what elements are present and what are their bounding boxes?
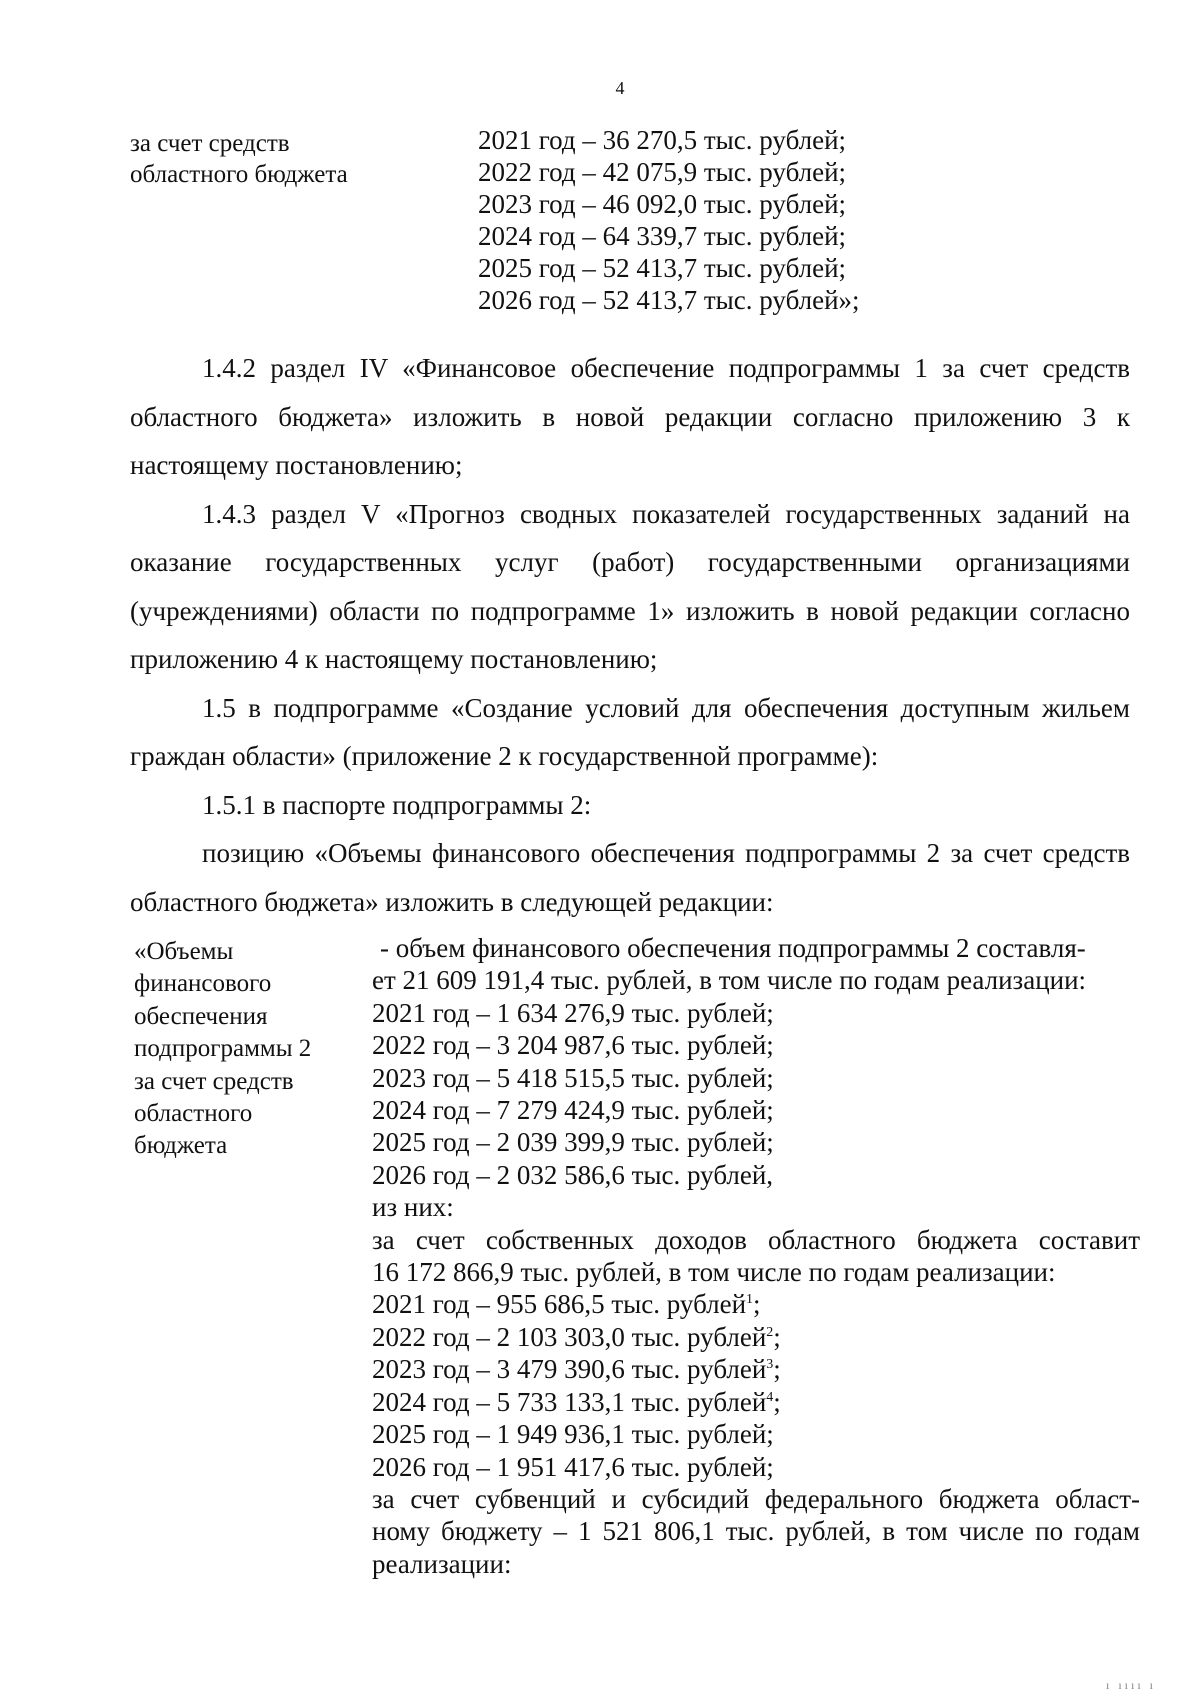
own-year-line xyxy=(372,1353,1140,1385)
total-year-line: 2024 год – 7 279 424,9 тыс. рублей; xyxy=(372,1095,774,1126)
own-year-end: ; xyxy=(753,1289,761,1320)
own-year-line xyxy=(372,1288,1140,1320)
paragraph-1-5: 1.5 в подпрограмме «Создание условий для обеспечения доступным жильем граждан области» (приложение 2 к государственной программе): xyxy=(130,692,1130,771)
year-line: 2024 год – 64 339,7 тыс. рублей; xyxy=(478,221,847,251)
federal-line: реализации: xyxy=(372,1548,512,1579)
own-year-line xyxy=(372,1451,1140,1483)
funding-table-values xyxy=(372,932,1140,1580)
own-year-text: 2022 год – 2 103 303,0 тыс. рублей xyxy=(372,1321,767,1352)
scan-artifact: ı ıııı ı xyxy=(1105,1678,1156,1692)
own-year-text: 2026 год – 1 951 417,6 тыс. рублей; xyxy=(372,1451,774,1482)
table-label-line: «Объемы xyxy=(134,938,234,965)
own-year-line xyxy=(372,1418,1140,1450)
footnote-ref: 1 xyxy=(746,1292,754,1308)
intro-line: ет 21 609 191,4 тыс. рублей, в том числе по годам реализации: xyxy=(372,965,1087,996)
paragraph-position: позицию «Объемы финансового обеспечения подпрограммы 2 за счет средств областного бюджета» изложить в следующей редакции: xyxy=(130,838,1130,917)
own-year-end: ; xyxy=(773,1386,781,1417)
top-funding-years xyxy=(478,124,860,316)
own-revenue-line: за счет собственных доходов областного бюджета составит xyxy=(372,1224,1140,1255)
top-label-line: областного бюджета xyxy=(130,161,348,188)
year-line: 2021 год – 36 270,5 тыс. рублей; xyxy=(478,125,847,155)
of-which-line: из них: xyxy=(372,1192,454,1223)
funding-table-label xyxy=(134,936,311,1163)
footnote-ref: 4 xyxy=(766,1389,774,1405)
paragraph-1-5-1: 1.5.1 в паспорте подпрограммы 2: xyxy=(202,789,592,820)
paragraph-1-4-2: 1.4.2 раздел IV «Финансовое обеспечение подпрограммы 1 за счет средств областного бюджета» изложить в новой редакции согласно приложению 3 к настоящему постановлению; xyxy=(130,353,1130,480)
year-line: 2026 год – 52 413,7 тыс. рублей»; xyxy=(478,285,860,315)
intro-line: - объем финансового обеспечения подпрограммы 2 составля- xyxy=(380,933,1086,963)
table-label-line: бюджета xyxy=(134,1132,228,1160)
own-year-text: 2023 год – 3 479 390,6 тыс. рублей xyxy=(372,1354,767,1385)
own-year-line xyxy=(372,1321,1140,1353)
own-year-text: 2025 год – 1 949 936,1 тыс. рублей; xyxy=(372,1419,774,1450)
table-label-line: обеспечения xyxy=(134,1002,268,1030)
footnote-ref: 3 xyxy=(766,1357,774,1373)
own-year-end: ; xyxy=(773,1321,781,1352)
table-label-line: областного xyxy=(134,1100,253,1128)
year-line: 2025 год – 52 413,7 тыс. рублей; xyxy=(478,253,847,283)
table-label-line: за счет средств xyxy=(134,1067,294,1095)
federal-line: за счет субвенций и субсидий федерального бюджета област- xyxy=(372,1483,1140,1514)
table-label-line: подпрограммы 2 xyxy=(134,1035,312,1063)
own-year-end: ; xyxy=(773,1354,781,1385)
table-label-line: финансового xyxy=(134,970,272,998)
total-year-line: 2025 год – 2 039 399,9 тыс. рублей; xyxy=(372,1127,774,1158)
body-text xyxy=(130,344,1130,926)
paragraph-1-4-3: 1.4.3 раздел V «Прогноз сводных показателей государственных заданий на оказание государственных услуг (работ) государственными организациями (учреждениями) области по подпрограмме 1» изложить в новой редакции согласно приложению 4 к настоящему постановлению; xyxy=(130,498,1130,674)
total-year-line: 2021 год – 1 634 276,9 тыс. рублей; xyxy=(372,997,774,1028)
own-year-text: 2021 год – 955 686,5 тыс. рублей xyxy=(372,1289,747,1320)
total-year-line: 2022 год – 3 204 987,6 тыс. рублей; xyxy=(372,1030,774,1061)
top-label-line: за счет средств xyxy=(130,130,290,157)
page-number: 4 xyxy=(615,78,625,98)
year-line: 2023 год – 46 092,0 тыс. рублей; xyxy=(478,189,847,219)
year-line: 2022 год – 42 075,9 тыс. рублей; xyxy=(478,157,847,187)
federal-line: ному бюджету – 1 521 806,1 тыс. рублей, в том числе по годам xyxy=(372,1516,1140,1547)
own-year-line xyxy=(372,1386,1140,1418)
top-funding-label xyxy=(130,128,348,190)
own-year-text: 2024 год – 5 733 133,1 тыс. рублей xyxy=(372,1386,767,1417)
own-revenue-line: 16 172 866,9 тыс. рублей, в том числе по годам реализации: xyxy=(372,1257,1056,1288)
total-year-line: 2026 год – 2 032 586,6 тыс. рублей, xyxy=(372,1159,774,1190)
footnote-ref: 2 xyxy=(766,1324,774,1340)
total-year-line: 2023 год – 5 418 515,5 тыс. рублей; xyxy=(372,1062,774,1093)
